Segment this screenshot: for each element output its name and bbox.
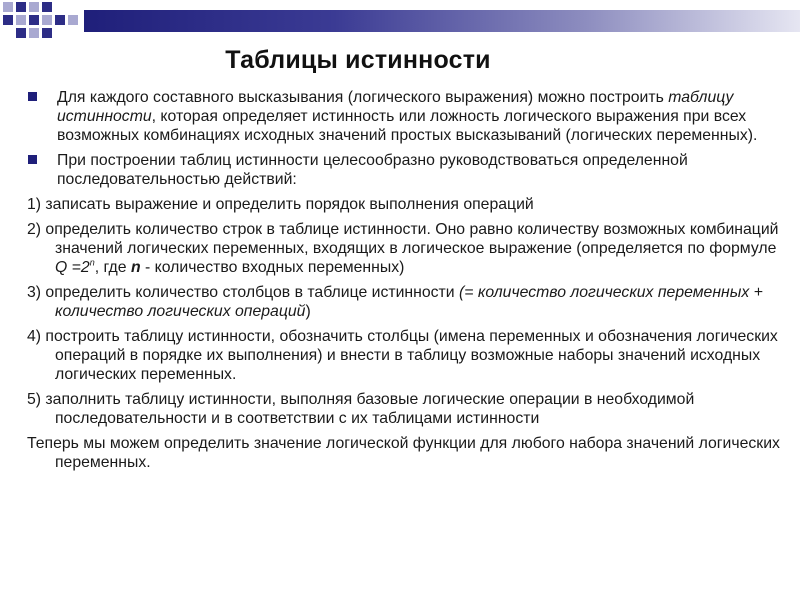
step-text: 3) определить количество столбцов в таблице истинности (27, 284, 459, 301)
step-text: 4) построить таблицу истинности, обозначить столбцы (имена переменных и обозначения логических операций в порядке их выполнения) и внести в таблицу возможные наборы значений исходных логических переменных. (27, 328, 778, 383)
decor-square (29, 15, 39, 25)
step-item (27, 283, 787, 321)
step-text: , где (94, 259, 131, 276)
square-bullet-icon (28, 155, 37, 164)
decor-square (16, 2, 26, 12)
decor-square (29, 28, 39, 38)
decor-square (3, 2, 13, 12)
decor-square (55, 15, 65, 25)
step-item (27, 220, 787, 277)
decor-square (16, 15, 26, 25)
bullet-item (27, 88, 787, 145)
decor-square (3, 15, 13, 25)
decor-square (42, 15, 52, 25)
bullet-emphasis: таблицу истинности (57, 89, 734, 125)
formula: Q =2 (55, 259, 90, 276)
slide-title: Таблицы истинности (225, 46, 491, 74)
variable-n: n (130, 259, 141, 276)
step-text: 5) заполнить таблицу истинности, выполняя базовые логические операции в необходимой последовательности и в соответствии с их таблицами истинности (27, 391, 695, 427)
step-item (27, 390, 787, 428)
square-bullet-icon (28, 92, 37, 101)
bullet-text: Для каждого составного высказывания (логического выражения) можно построить (57, 89, 669, 106)
bullet-text: , которая определяет истинность или ложность логического выражения при всех возможных комбинациях исходных значений простых высказываний (логических переменных). (57, 108, 758, 144)
decor-square (42, 28, 52, 38)
bullet-item (27, 151, 787, 189)
closing-paragraph (27, 434, 787, 472)
decor-square (68, 15, 78, 25)
bullet-text: При построении таблиц истинности целесообразно руководствоваться определенной последовательностью действий: (57, 152, 688, 188)
header-gradient-bar (84, 10, 800, 32)
step-text: ) (305, 303, 311, 320)
step-text: 2) определить количество строк в таблице истинности. Оно равно количеству возможных комбинаций значений логических переменных, входящих в логическое выражение (определяется по формуле (27, 221, 779, 257)
step-emphasis: (= количество логических переменных + количество логических операций (55, 284, 763, 320)
decor-square (42, 2, 52, 12)
decor-square (16, 28, 26, 38)
decor-square (29, 2, 39, 12)
step-item (27, 327, 787, 384)
header-decoration (0, 0, 800, 48)
step-text: 1) записать выражение и определить порядок выполнения операций (27, 196, 534, 213)
step-text: - количество входных переменных) (140, 259, 405, 276)
formula-exponent: n (89, 257, 95, 268)
closing-text: Теперь мы можем определить значение логической функции для любого набора значений логических переменных. (27, 435, 780, 471)
step-item (27, 195, 787, 214)
slide-body (27, 88, 787, 472)
